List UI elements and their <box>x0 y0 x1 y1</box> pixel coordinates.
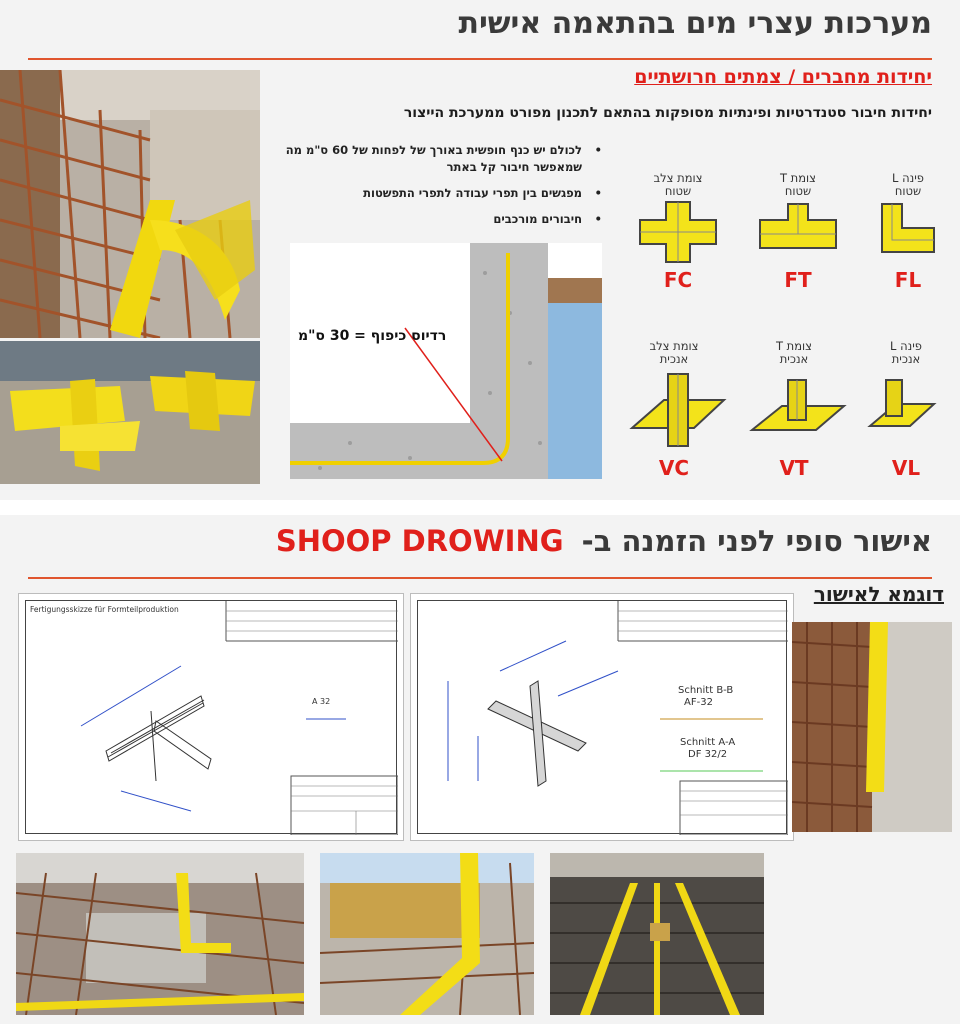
example-label: דוגמא לאישור <box>813 582 944 606</box>
section-subtitle: יחידות מחברים / צמתים חרושתיים <box>634 66 932 88</box>
bullet-icon: • <box>594 186 602 200</box>
feature-list <box>276 142 606 237</box>
section-description: יחידות חיבור סטנדרטיות ופינתיות מסופקות בהתאם לתכנון מפורט ממערכת הייצור <box>403 105 932 121</box>
list-item: • מפגשים בין תפרי עבודה לתפרי התפשטות <box>363 186 602 200</box>
connector-name: צומת צלב אנכית <box>649 339 699 366</box>
title-underline <box>28 577 932 579</box>
connector-name: צומת T שטוח <box>779 171 816 198</box>
title-hebrew: אישור סופי לפני הזמנה ב- <box>581 524 932 558</box>
connector-name: פינה L אנכית <box>890 339 922 366</box>
connector-code: VT <box>779 456 809 480</box>
vertical-l-icon <box>856 366 956 452</box>
connector-name: פינה L שטוח <box>892 171 924 198</box>
connector-code: VC <box>658 456 690 480</box>
site-photo-vertical-waterstop <box>320 853 534 1015</box>
drawing-label: A 32 <box>312 697 331 706</box>
vertical-cross-icon <box>624 366 732 452</box>
slide-separator <box>0 500 960 515</box>
title-english: SHOOP DROWING <box>275 524 564 558</box>
example-approval-photo <box>792 622 952 832</box>
connector-ft <box>748 172 848 292</box>
site-photo-foundation-waterstop <box>550 853 764 1015</box>
section-bb-code: AF-32 <box>684 697 713 708</box>
title-underline <box>28 58 932 60</box>
list-item: • חיבורים מורכבים <box>493 212 602 226</box>
shop-drawing-t-piece <box>18 593 404 841</box>
drawing-sketch <box>418 601 788 835</box>
connector-vl <box>856 340 956 480</box>
connector-code: FL <box>894 268 922 292</box>
flat-l-icon <box>858 198 958 264</box>
connector-vc <box>624 340 724 480</box>
drawing-heading: Fertigungsskizze für Formteilproduktion <box>30 605 179 614</box>
connector-fc <box>628 172 728 292</box>
slide-shop-drawing-approval <box>0 515 960 1024</box>
site-photo-rebar-waterstop <box>0 70 260 338</box>
bend-radius-detail <box>290 243 602 479</box>
section-bb-label: Schnitt B-B <box>678 685 734 696</box>
connector-code: VL <box>891 456 921 480</box>
slide-title <box>276 524 932 558</box>
connector-fl <box>858 172 958 292</box>
flat-t-icon <box>748 198 848 264</box>
connector-code: FC <box>663 268 693 292</box>
connector-vt <box>744 340 844 480</box>
drawing-sketch <box>26 601 398 835</box>
bullet-icon: • <box>594 143 602 157</box>
section-aa-label: Schnitt A-A <box>680 737 736 748</box>
flat-cross-icon <box>628 198 728 264</box>
connector-name: צומת צלב שטוח <box>653 171 703 198</box>
slide-title: מערכות עצרי מים בהתאמה אישית <box>458 6 932 41</box>
list-item: • לכולם יש כנף חופשית באורך של לפחות של 60 ס"מ מה שמאפשר חיבור קל באתר <box>285 143 602 174</box>
connector-code: FT <box>784 268 812 292</box>
site-photo-wall-waterstop <box>16 853 304 1015</box>
shop-drawing-cross-piece <box>410 593 794 841</box>
connector-name: צומת T אנכית <box>775 339 812 366</box>
vertical-t-icon <box>744 366 852 452</box>
bullet-icon: • <box>594 212 602 226</box>
section-aa-code: DF 32/2 <box>688 749 728 760</box>
site-photo-prefab-units <box>0 341 260 484</box>
slide-waterstop-connectors <box>0 0 960 500</box>
bend-radius-label: רדיוס כיפוף = 30 ס"מ <box>298 328 447 344</box>
